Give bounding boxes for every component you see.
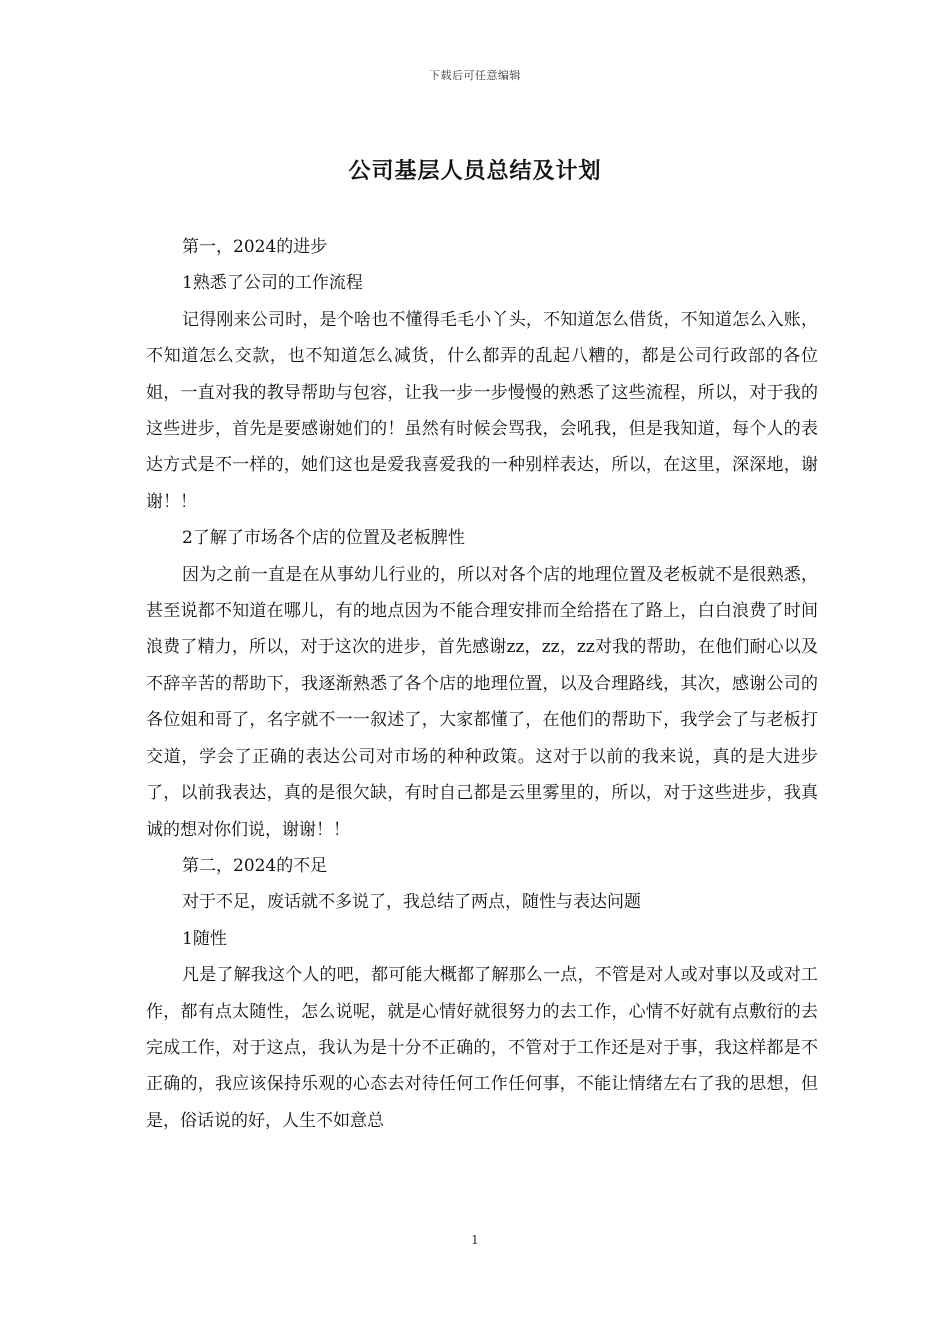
subsection-heading: 1随性 [182, 928, 227, 949]
section-heading: 第一，2024的进步 [182, 237, 328, 257]
subsection-heading: 2了解了市场各个店的位置及老板脾性 [182, 528, 465, 549]
subsection-heading: 1熟悉了公司的工作流程 [182, 273, 363, 294]
body-paragraph: 对于不足，废话就不多说了，我总结了两点，随性与表达问题 [182, 892, 641, 913]
page-header: 下载后可任意编辑 [429, 69, 521, 82]
body-paragraph: 凡是了解我这个人的吧，都可能大概都了解那么一点，不管是对人或对事以及或对工作，都有点太随性，怎么说呢，就是心情好就很努力的去工作，心情不好就有点敷衍的去完成工作，对于这点，我认为是十分不正确的，不管对于工作还是对于事，我这样都是不正确的，我应该保持乐观的心态去对待任何工作任何事，不能让情绪左右了我的思想，但是，俗话说的好，人生不如意总 [146, 965, 818, 1131]
page-number: 1 [471, 1233, 479, 1247]
body-paragraph: 因为之前一直是在从事幼儿行业的，所以对各个店的地理位置及老板就不是很熟悉，甚至说都不知道在哪儿，有的地点因为不能合理安排而全给搭在了路上，白白浪费了时间浪费了精力，所以，对于这次的进步，首先感谢zz，zz，zz对我的帮助，在他们耐心以及不辞辛苦的帮助下，我逐渐熟悉了各个店的地理位置，以及合理路线，其次，感谢公司的各位姐和哥了，名字就不一一叙述了，大家都懂了，在他们的帮助下，我学会了与老板打交道，学会了正确的表达公司对市场的种种政策。这对于以前的我来说，真的是大进步了，以前我表达，真的是很欠缺，有时自己都是云里雾里的，所以，对于这些进步，我真诚的想对你们说，谢谢！！ [146, 564, 818, 840]
body-paragraph: 记得刚来公司时，是个啥也不懂得毛毛小丫头，不知道怎么借货，不知道怎么入账，不知道怎么交款，也不知道怎么减货，什么都弄的乱起八糟的，都是公司行政部的各位姐，一直对我的教导帮助与包容，让我一步一步慢慢的熟悉了这些流程，所以，对于我的这些进步，首先是要感谢她们的！虽然有时候会骂我，会吼我，但是我知道，每个人的表达方式是不一样的，她们这也是爱我喜爱我的一种别样表达，所以，在这里，深深地，谢谢！！ [146, 309, 818, 512]
document-title: 公司基层人员总结及计划 [348, 158, 602, 184]
document-body [146, 229, 818, 1139]
section-heading: 第二，2024的不足 [182, 855, 328, 876]
